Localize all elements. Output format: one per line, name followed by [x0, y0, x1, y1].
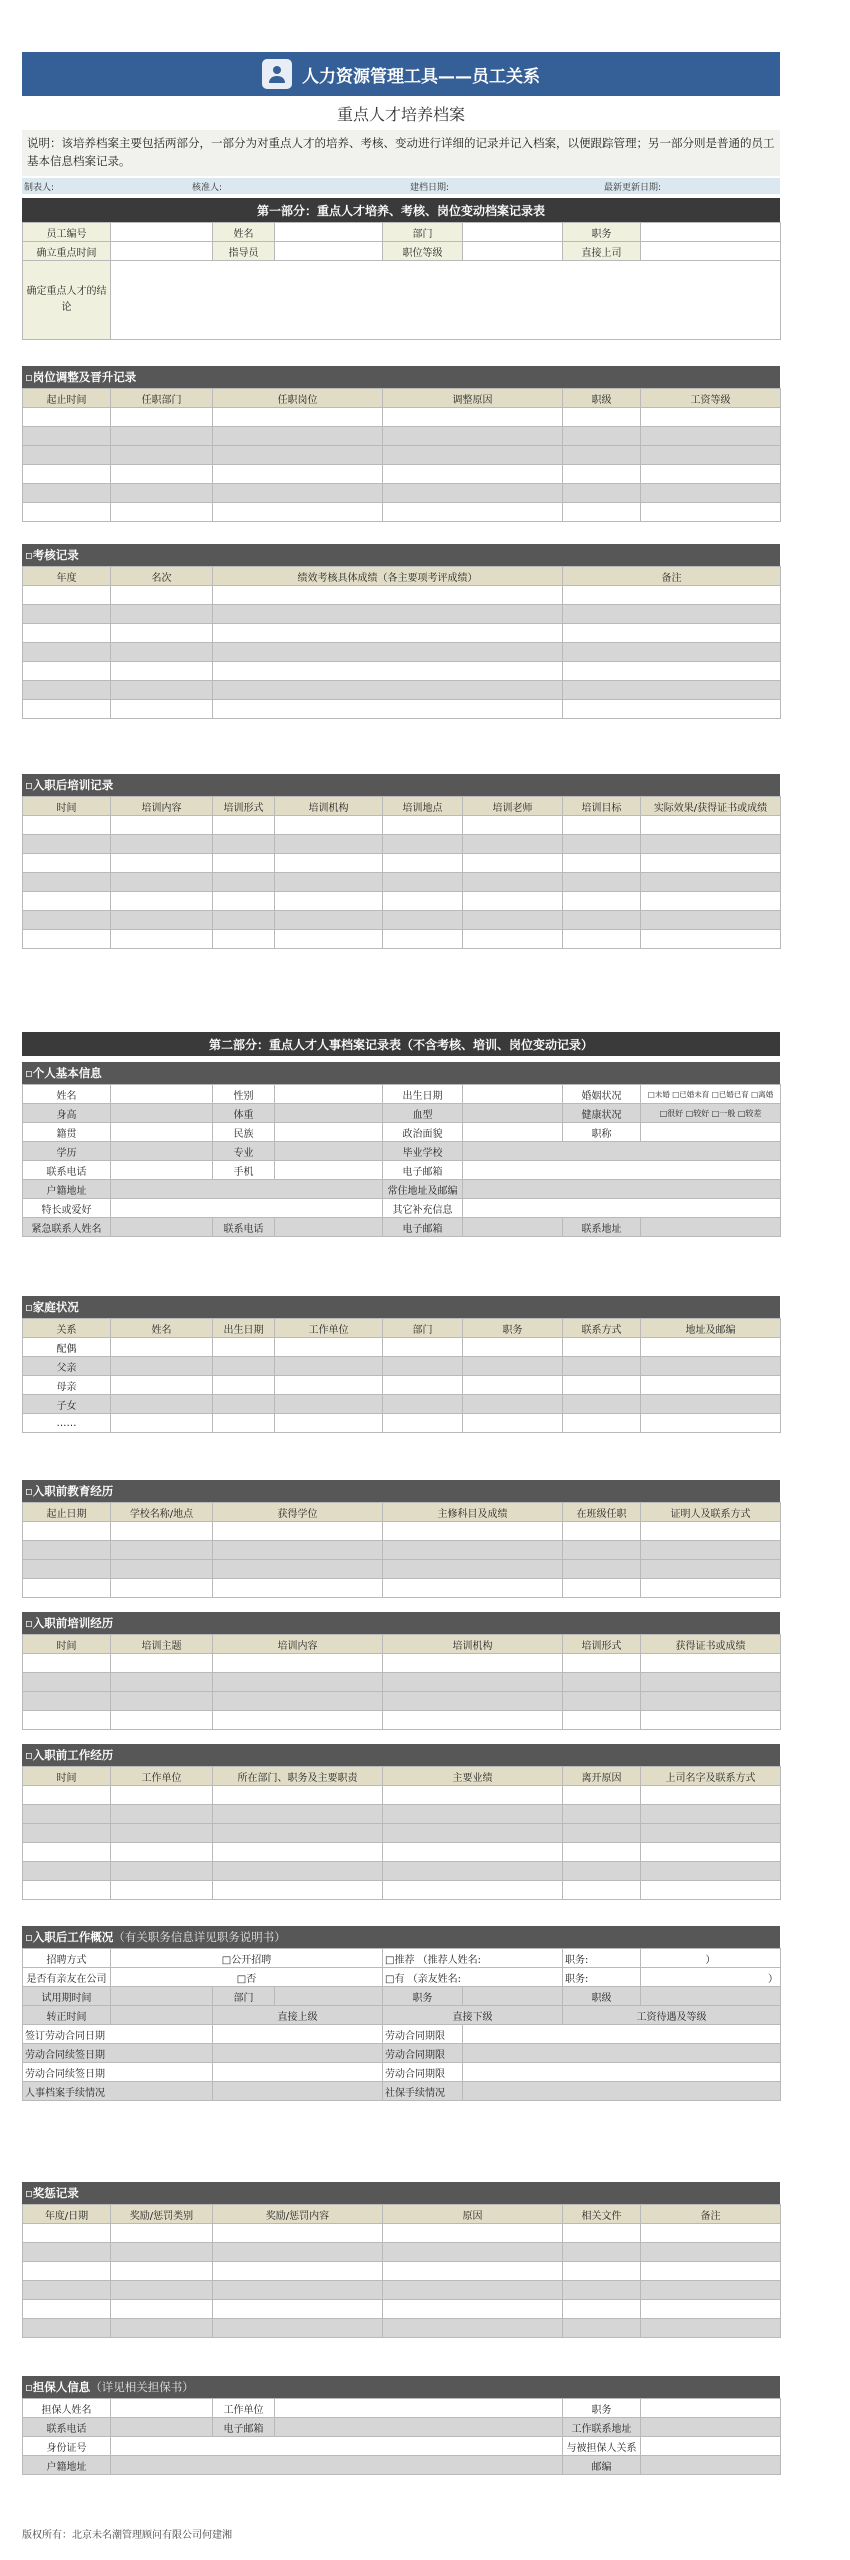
post-col-3: 调整原因	[383, 389, 563, 408]
table-row[interactable]	[23, 427, 781, 446]
label-mentor: 指导员	[213, 242, 275, 261]
label-dept: 部门	[383, 223, 463, 242]
field-hobby[interactable]	[111, 1199, 383, 1218]
label-aw-duty: 职务	[383, 1987, 463, 2006]
part2-section	[22, 1032, 780, 1056]
label-address: 常住地址及邮编	[383, 1180, 463, 1199]
edu-section	[22, 1480, 780, 1598]
label-major: 专业	[213, 1142, 275, 1161]
guarantor-note: （详见相关担保书）	[90, 2380, 194, 2394]
table-row[interactable]	[23, 2319, 781, 2338]
field-g-post[interactable]	[641, 2456, 781, 2475]
label-p-name: 姓名	[23, 1085, 111, 1104]
field-contract3[interactable]	[213, 2063, 383, 2082]
label-height: 身高	[23, 1104, 111, 1123]
table-row[interactable]	[23, 1338, 781, 1357]
field-contract1[interactable]	[213, 2025, 383, 2044]
part1-section	[22, 198, 780, 340]
work-col-1: 工作单位	[111, 1767, 213, 1786]
reward-col-5: 备注	[641, 2205, 781, 2224]
field-confirm[interactable]	[111, 2006, 213, 2025]
relative-close: ）	[641, 1968, 781, 1987]
field-focus-time[interactable]	[111, 242, 213, 261]
post-table	[22, 388, 781, 522]
table-row[interactable]	[23, 2262, 781, 2281]
edu-col-4: 在班级任职	[563, 1503, 641, 1522]
field-g-email[interactable]	[275, 2418, 563, 2437]
assess-col-3: 备注	[563, 567, 781, 586]
field-mobile[interactable]	[275, 1161, 383, 1180]
created-label: 建档日期:	[410, 183, 450, 193]
label-other: 其它补充信息	[383, 1199, 463, 1218]
label-hobby: 特长或爱好	[23, 1199, 111, 1218]
label-em-email: 电子邮箱	[383, 1218, 463, 1237]
label-g-duty: 职务	[563, 2399, 641, 2418]
label-emergency: 紧急联系人姓名	[23, 1218, 111, 1237]
field-conclusion[interactable]	[111, 261, 781, 340]
label-period1: 劳动合同期限	[383, 2025, 463, 2044]
label-g-id: 身份证号	[23, 2437, 111, 2456]
table-row[interactable]	[23, 816, 781, 835]
table-row[interactable]	[23, 700, 781, 719]
field-period2[interactable]	[463, 2044, 781, 2063]
edu-col-3: 主修科目及成绩	[383, 1503, 563, 1522]
doc-title: 重点人才培养档案	[336, 105, 465, 124]
option-open-recruit[interactable]: □公开招聘	[111, 1949, 383, 1968]
checker-label: 核准人:	[192, 183, 223, 193]
label-relative: 是否有亲友在公司	[23, 1968, 111, 1987]
field-blood[interactable]	[463, 1104, 563, 1123]
pretrain-section	[22, 1612, 780, 1730]
work-col-5: 上司名字及联系方式	[641, 1767, 781, 1786]
table-row[interactable]	[23, 1414, 781, 1433]
label-g-name: 担保人姓名	[23, 2399, 111, 2418]
family-col-2: 出生日期	[213, 1319, 275, 1338]
table-row[interactable]	[23, 854, 781, 873]
table-row[interactable]	[23, 1654, 781, 1673]
health-options[interactable]: □很好 □较好 □一般 □较差	[641, 1104, 781, 1123]
table-row[interactable]	[23, 1673, 781, 1692]
field-hukou[interactable]	[111, 1180, 383, 1199]
label-grade: 职位等级	[383, 242, 463, 261]
table-row[interactable]	[23, 911, 781, 930]
field-period3[interactable]	[463, 2063, 781, 2082]
field-em-email[interactable]	[463, 1218, 563, 1237]
afterwork-section	[22, 1926, 780, 2101]
field-address[interactable]	[463, 1180, 781, 1199]
label-focus-time: 确立重点时间	[23, 242, 111, 261]
reward-col-4: 相关文件	[563, 2205, 641, 2224]
reward-table	[22, 2204, 781, 2338]
training-col-2: 培训形式	[213, 797, 275, 816]
label-g-email: 电子邮箱	[213, 2418, 275, 2437]
post-col-0: 起止时间	[23, 389, 111, 408]
training-col-4: 培训地点	[383, 797, 463, 816]
work-table	[22, 1766, 781, 1900]
personal-section	[22, 1062, 780, 1237]
recommend-close: ）	[641, 1949, 781, 1968]
label-origin: 籍贯	[23, 1123, 111, 1142]
training-title: ▫ 入职后培训记录	[22, 774, 780, 796]
label-aw-sub: 直接下级	[383, 2006, 563, 2025]
training-col-7: 实际效果/获得证书或成绩	[641, 797, 781, 816]
table-row[interactable]	[23, 1824, 781, 1843]
field-aw-rank[interactable]	[641, 1987, 781, 2006]
family-section	[22, 1296, 780, 1433]
afterwork-table	[22, 1948, 781, 2101]
label-boss: 直接上司	[563, 242, 641, 261]
family-col-0: 关系	[23, 1319, 111, 1338]
table-row[interactable]	[23, 408, 781, 427]
field-g-work-addr[interactable]	[641, 2418, 781, 2437]
label-file: 人事档案手续情况	[23, 2082, 213, 2101]
field-contract2[interactable]	[213, 2044, 383, 2063]
updated-label: 最新更新日期:	[604, 183, 662, 193]
field-g-id[interactable]	[111, 2437, 563, 2456]
label-marital: 婚姻状况	[563, 1085, 641, 1104]
part1-basic-table	[22, 222, 781, 340]
guarantor-section	[22, 2376, 780, 2475]
label-contract2: 劳动合同续签日期	[23, 2044, 213, 2063]
label-blood: 血型	[383, 1104, 463, 1123]
banner-title: 人力资源管理工具——员工关系	[302, 66, 540, 87]
assess-section	[22, 544, 780, 719]
table-row[interactable]	[23, 586, 781, 605]
edu-col-5: 证明人及联系方式	[641, 1503, 781, 1522]
reward-section	[22, 2182, 780, 2338]
field-trial[interactable]	[111, 1987, 213, 2006]
label-social: 社保手续情况	[383, 2082, 463, 2101]
training-col-0: 时间	[23, 797, 111, 816]
label-mobile: 手机	[213, 1161, 275, 1180]
field-file[interactable]	[213, 2082, 383, 2101]
field-em-addr[interactable]	[641, 1218, 781, 1237]
table-row[interactable]	[23, 2300, 781, 2319]
personal-title: ▫ 个人基本信息	[22, 1062, 780, 1084]
field-other[interactable]	[463, 1199, 781, 1218]
table-row[interactable]	[23, 2243, 781, 2262]
label-period2: 劳动合同期限	[383, 2044, 463, 2063]
training-col-6: 培训目标	[563, 797, 641, 816]
pretrain-title: ▫ 入职前培训经历	[22, 1612, 780, 1634]
label-g-hukou: 户籍地址	[23, 2456, 111, 2475]
copyright: 版权所有：北京未名潮管理顾问有限公司何建湘	[22, 2530, 232, 2541]
reward-col-2: 奖励/惩罚内容	[213, 2205, 383, 2224]
training-col-5: 培训老师	[463, 797, 563, 816]
label-contract1: 签订劳动合同日期	[23, 2025, 213, 2044]
family-col-7: 地址及邮编	[641, 1319, 781, 1338]
field-gender[interactable]	[275, 1085, 383, 1104]
relation-spouse: 配偶	[23, 1338, 111, 1357]
label-g-unit: 工作单位	[213, 2399, 275, 2418]
table-row[interactable]	[23, 1692, 781, 1711]
assess-col-1: 名次	[111, 567, 213, 586]
table-row[interactable]	[23, 503, 781, 522]
description: 说明：该培养档案主要包括两部分，一部分为对重点人才的培养、考核、变动进行详细的记录并记入档案，以便跟踪管理；另一部分则是普通的员工基本信息档案记录。	[22, 130, 780, 176]
table-row[interactable]	[23, 1541, 781, 1560]
field-major[interactable]	[275, 1142, 383, 1161]
field-school[interactable]	[463, 1142, 781, 1161]
label-ethnic: 民族	[213, 1123, 275, 1142]
edu-table	[22, 1502, 781, 1598]
assess-title: ▫ 考核记录	[22, 544, 780, 566]
label-period3: 劳动合同期限	[383, 2063, 463, 2082]
label-emp-id: 员工编号	[23, 223, 111, 242]
field-ethnic[interactable]	[275, 1123, 383, 1142]
maker-label: 制表人:	[24, 183, 55, 193]
pretrain-col-3: 培训机构	[383, 1635, 563, 1654]
pretrain-col-1: 培训主题	[111, 1635, 213, 1654]
table-row[interactable]	[23, 873, 781, 892]
field-name[interactable]	[275, 223, 383, 242]
table-row[interactable]	[23, 643, 781, 662]
pretrain-col-2: 培训内容	[213, 1635, 383, 1654]
pretrain-col-0: 时间	[23, 1635, 111, 1654]
work-col-4: 离开原因	[563, 1767, 641, 1786]
field-g-unit[interactable]	[275, 2399, 563, 2418]
table-row[interactable]	[23, 681, 781, 700]
marital-options[interactable]: □未婚 □已婚未育 □已婚已育 □离婚	[641, 1085, 781, 1104]
field-edu[interactable]	[111, 1142, 213, 1161]
field-em-phone[interactable]	[275, 1218, 383, 1237]
work-title: ▫ 入职前工作经历	[22, 1744, 780, 1766]
reward-col-1: 奖励/惩罚类别	[111, 2205, 213, 2224]
table-row[interactable]	[23, 2281, 781, 2300]
training-col-1: 培训内容	[111, 797, 213, 816]
label-weight: 体重	[213, 1104, 275, 1123]
field-emergency[interactable]	[111, 1218, 213, 1237]
field-grade[interactable]	[463, 242, 563, 261]
table-row[interactable]	[23, 1786, 781, 1805]
relation-more: ……	[23, 1414, 111, 1433]
family-table	[22, 1318, 781, 1433]
family-col-1: 姓名	[111, 1319, 213, 1338]
label-relative-post: 职务:	[563, 1968, 641, 1987]
label-g-phone: 联系电话	[23, 2418, 111, 2437]
family-col-6: 联系方式	[563, 1319, 641, 1338]
table-row[interactable]	[23, 1843, 781, 1862]
field-origin[interactable]	[111, 1123, 213, 1142]
label-aw-rank: 职级	[563, 1987, 641, 2006]
table-row[interactable]	[23, 1376, 781, 1395]
table-row[interactable]	[23, 1522, 781, 1541]
training-table	[22, 796, 781, 949]
label-birth: 出生日期	[383, 1085, 463, 1104]
table-row[interactable]	[23, 605, 781, 624]
edu-col-1: 学校名称/地点	[111, 1503, 213, 1522]
family-col-3: 工作单位	[275, 1319, 383, 1338]
label-phone: 联系电话	[23, 1161, 111, 1180]
label-em-addr: 联系地址	[563, 1218, 641, 1237]
table-row[interactable]	[23, 484, 781, 503]
table-row[interactable]	[23, 1711, 781, 1730]
option-no[interactable]: □否	[111, 1968, 383, 1987]
label-confirm: 转正时间	[23, 2006, 111, 2025]
label-politics: 政治面貌	[383, 1123, 463, 1142]
field-title-rank[interactable]	[641, 1123, 781, 1142]
pretrain-col-4: 培训形式	[563, 1635, 641, 1654]
table-row[interactable]	[23, 662, 781, 681]
table-row[interactable]	[23, 835, 781, 854]
assess-col-2: 绩效考核具体成绩（各主要项考评成绩）	[213, 567, 563, 586]
table-row[interactable]	[23, 1357, 781, 1376]
label-g-work-addr: 工作联系地址	[563, 2418, 641, 2437]
field-emp-id[interactable]	[111, 223, 213, 242]
relation-child: 子女	[23, 1395, 111, 1414]
option-yes[interactable]: □有 （亲友姓名:	[383, 1968, 563, 1987]
part1-title: 第一部分：重点人才培养、考核、岗位变动档案记录表	[22, 198, 780, 222]
field-dept[interactable]	[463, 223, 563, 242]
field-politics[interactable]	[463, 1123, 563, 1142]
label-g-relation: 与被担保人关系	[563, 2437, 641, 2456]
post-col-5: 工资等级	[641, 389, 781, 408]
person-icon	[262, 59, 292, 89]
table-row[interactable]	[23, 624, 781, 643]
table-row[interactable]	[23, 446, 781, 465]
table-row[interactable]	[23, 1579, 781, 1598]
post-section	[22, 366, 780, 522]
label-post: 职务	[563, 223, 641, 242]
label-edu: 学历	[23, 1142, 111, 1161]
option-recommend[interactable]: □推荐 （推荐人姓名:	[383, 1949, 563, 1968]
label-email: 电子邮箱	[383, 1161, 463, 1180]
post-col-4: 职级	[563, 389, 641, 408]
field-social[interactable]	[463, 2082, 781, 2101]
post-col-2: 任职岗位	[213, 389, 383, 408]
table-row[interactable]	[23, 1805, 781, 1824]
reward-col-3: 原因	[383, 2205, 563, 2224]
part2-title: 第二部分：重点人才人事档案记录表（不含考核、培训、岗位变动记录）	[22, 1032, 780, 1056]
field-g-name[interactable]	[111, 2399, 213, 2418]
field-email[interactable]	[463, 1161, 781, 1180]
edu-col-0: 起止日期	[23, 1503, 111, 1522]
family-col-5: 职务	[463, 1319, 563, 1338]
training-col-3: 培训机构	[275, 797, 383, 816]
table-row[interactable]	[23, 1560, 781, 1579]
table-row[interactable]	[23, 930, 781, 949]
afterwork-title: ▫ 入职后工作概况 （有关职务信息详见职务说明书）	[22, 1926, 780, 1948]
guarantor-table	[22, 2398, 781, 2475]
assess-col-0: 年度	[23, 567, 111, 586]
field-period1[interactable]	[463, 2025, 781, 2044]
field-weight[interactable]	[275, 1104, 383, 1123]
table-row[interactable]	[23, 2224, 781, 2243]
edu-title: ▫ 入职前教育经历	[22, 1480, 780, 1502]
label-name: 姓名	[213, 223, 275, 242]
field-g-duty[interactable]	[641, 2399, 781, 2418]
family-col-4: 部门	[383, 1319, 463, 1338]
field-boss[interactable]	[641, 242, 781, 261]
field-aw-duty[interactable]	[463, 1987, 563, 2006]
label-conclusion: 确定重点人才的结论	[23, 261, 111, 340]
field-aw-dept[interactable]	[275, 1987, 383, 2006]
guarantor-title: ▫ 担保人信息 （详见相关担保书）	[22, 2376, 780, 2398]
field-height[interactable]	[111, 1104, 213, 1123]
reward-title: ▫ 奖惩记录	[22, 2182, 780, 2204]
personal-table	[22, 1084, 781, 1237]
field-mentor[interactable]	[275, 242, 383, 261]
label-title-rank: 职称	[563, 1123, 641, 1142]
label-hukou: 户籍地址	[23, 1180, 111, 1199]
label-contract3: 劳动合同续签日期	[23, 2063, 213, 2082]
label-gender: 性别	[213, 1085, 275, 1104]
label-school: 毕业学校	[383, 1142, 463, 1161]
app-banner	[22, 52, 780, 96]
field-p-name[interactable]	[111, 1085, 213, 1104]
pretrain-table	[22, 1634, 781, 1730]
table-row[interactable]	[23, 1881, 781, 1900]
table-row[interactable]	[23, 1395, 781, 1414]
label-em-phone: 联系电话	[213, 1218, 275, 1237]
label-recruit: 招聘方式	[23, 1949, 111, 1968]
field-g-phone[interactable]	[111, 2418, 213, 2437]
table-row[interactable]	[23, 892, 781, 911]
post-title: ▫ 岗位调整及晋升记录	[22, 366, 780, 388]
work-col-0: 时间	[23, 1767, 111, 1786]
afterwork-note: （有关职务信息详见职务说明书）	[113, 1930, 286, 1944]
field-g-relation[interactable]	[641, 2437, 781, 2456]
label-recommend-post: 职务:	[563, 1949, 641, 1968]
work-col-3: 主要业绩	[383, 1767, 563, 1786]
label-g-post: 邮编	[563, 2456, 641, 2475]
label-salary: 工资待遇及等级	[563, 2006, 781, 2025]
edu-col-2: 获得学位	[213, 1503, 383, 1522]
table-row[interactable]	[23, 1862, 781, 1881]
label-health: 健康状况	[563, 1104, 641, 1123]
training-section	[22, 774, 780, 949]
field-phone[interactable]	[111, 1161, 213, 1180]
reward-col-0: 年度/日期	[23, 2205, 111, 2224]
meta-row	[22, 178, 780, 194]
relation-father: 父亲	[23, 1357, 111, 1376]
label-aw-dept: 部门	[213, 1987, 275, 2006]
work-section	[22, 1744, 780, 1900]
assess-table	[22, 566, 781, 719]
field-g-hukou[interactable]	[111, 2456, 563, 2475]
table-row[interactable]	[23, 465, 781, 484]
pretrain-col-5: 获得证书或成绩	[641, 1635, 781, 1654]
family-title: ▫ 家庭状况	[22, 1296, 780, 1318]
relation-mother: 母亲	[23, 1376, 111, 1395]
post-col-1: 任职部门	[111, 389, 213, 408]
field-post[interactable]	[641, 223, 781, 242]
label-trial: 试用期时间	[23, 1987, 111, 2006]
label-aw-boss: 直接上级	[213, 2006, 383, 2025]
field-birth[interactable]	[463, 1085, 563, 1104]
work-col-2: 所在部门、职务及主要职责	[213, 1767, 383, 1786]
